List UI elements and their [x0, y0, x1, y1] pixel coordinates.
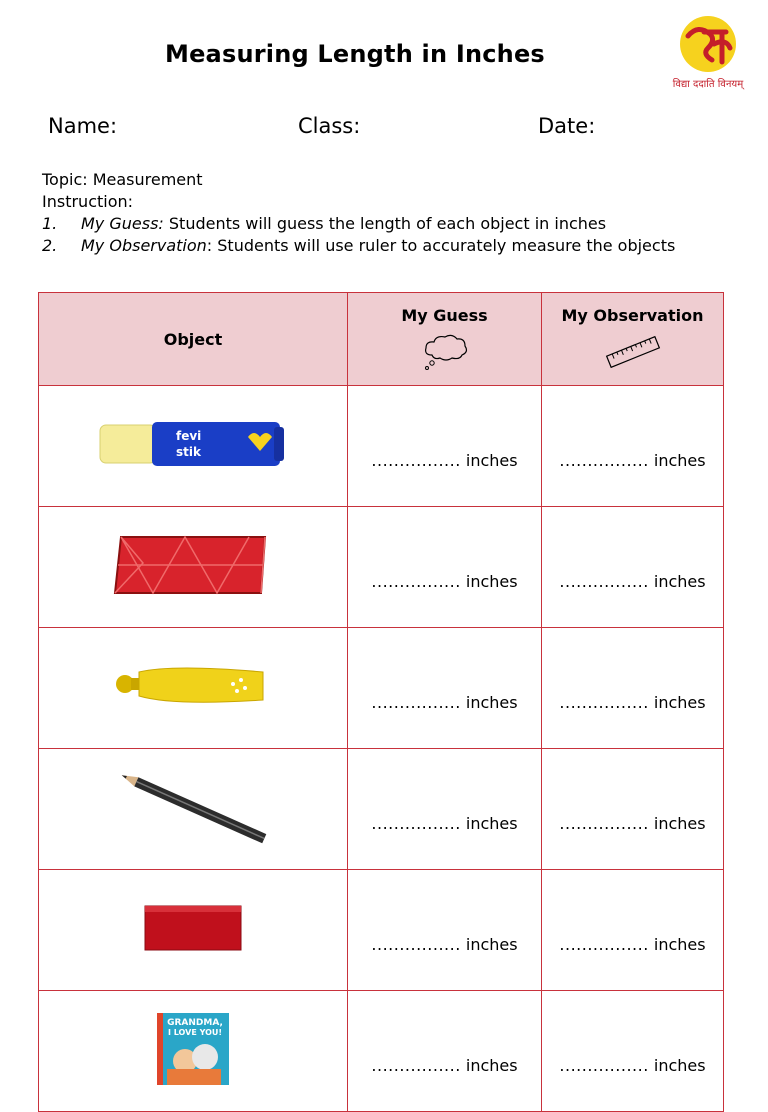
unit-label: inches [653, 1055, 706, 1075]
red-block-image [143, 903, 243, 953]
unit-label: inches [465, 692, 518, 712]
glue-stick-image [98, 417, 288, 471]
header-observation [542, 293, 724, 386]
book-title: I LOVE YOU! [167, 1028, 223, 1037]
thought-cloud-icon [420, 333, 470, 371]
magnetic-tile-image [113, 533, 273, 597]
header-guess [348, 293, 542, 386]
instructions-block [42, 169, 675, 257]
object-cell [39, 749, 348, 870]
unit-label: inches [465, 571, 518, 591]
table-row [39, 628, 724, 749]
table-row [39, 870, 724, 991]
instruction-term: My Guess: [81, 214, 164, 233]
guess-cell[interactable]: ................ inches [348, 386, 542, 507]
unit-label: inches [653, 571, 706, 591]
object-cell [39, 870, 348, 991]
topic-line: Topic: Measurement [42, 170, 203, 189]
instruction-number: 2. [42, 236, 58, 255]
instruction-item [42, 235, 675, 257]
observation-cell[interactable]: ................ inches [542, 870, 724, 991]
table-row [39, 991, 724, 1112]
object-cell [39, 386, 348, 507]
unit-label: inches [465, 934, 518, 954]
observation-cell[interactable]: ................ inches [542, 507, 724, 628]
guess-cell[interactable]: ................ inches [348, 749, 542, 870]
observation-cell[interactable]: ................ inches [542, 749, 724, 870]
guess-cell[interactable]: ................ inches [348, 507, 542, 628]
table-row [39, 386, 724, 507]
instruction-number: 1. [42, 214, 58, 233]
school-logo [664, 14, 752, 94]
unit-label: inches [653, 692, 706, 712]
instruction-text: : Students will use ruler to accurately measure the objects [206, 236, 676, 255]
dot-marker-image [113, 664, 273, 708]
book-title: GRANDMA, [167, 1018, 223, 1028]
unit-label: inches [465, 450, 518, 470]
observation-cell[interactable]: ................ inches [542, 386, 724, 507]
class-label: Class: [298, 114, 361, 138]
object-cell [39, 507, 348, 628]
unit-label: inches [653, 813, 706, 833]
unit-label: inches [465, 1055, 518, 1075]
instruction-item [42, 213, 675, 235]
header-guess-label: My Guess [401, 305, 488, 325]
pencil-image [113, 769, 273, 845]
observation-cell[interactable]: ................ inches [542, 628, 724, 749]
table-row [39, 507, 724, 628]
measurement-table [38, 292, 724, 1112]
unit-label: inches [653, 450, 706, 470]
ruler-icon [603, 333, 663, 371]
unit-label: inches [653, 934, 706, 954]
object-cell [39, 628, 348, 749]
observation-cell[interactable]: ................ inches [542, 991, 724, 1112]
header-object: Object [39, 293, 348, 386]
unit-label: inches [465, 813, 518, 833]
guess-cell[interactable]: ................ inches [348, 628, 542, 749]
instruction-heading: Instruction: [42, 192, 134, 211]
brand-text: fevi [176, 429, 202, 443]
brand-text: stik [176, 445, 201, 459]
name-label: Name: [48, 114, 118, 138]
table-row [39, 749, 724, 870]
book-image [155, 1011, 231, 1087]
header-observation-label: My Observation [561, 305, 704, 325]
date-label: Date: [538, 114, 596, 138]
instruction-text: Students will guess the length of each object in inches [163, 214, 607, 233]
object-cell [39, 991, 348, 1112]
guess-cell[interactable]: ................ inches [348, 991, 542, 1112]
page-title: Measuring Length in Inches [165, 40, 545, 68]
guess-cell[interactable]: ................ inches [348, 870, 542, 991]
table-header-row [39, 293, 724, 386]
logo-motto: विद्या ददाति विनयम् [672, 79, 744, 90]
instruction-term: My Observation [81, 236, 207, 255]
